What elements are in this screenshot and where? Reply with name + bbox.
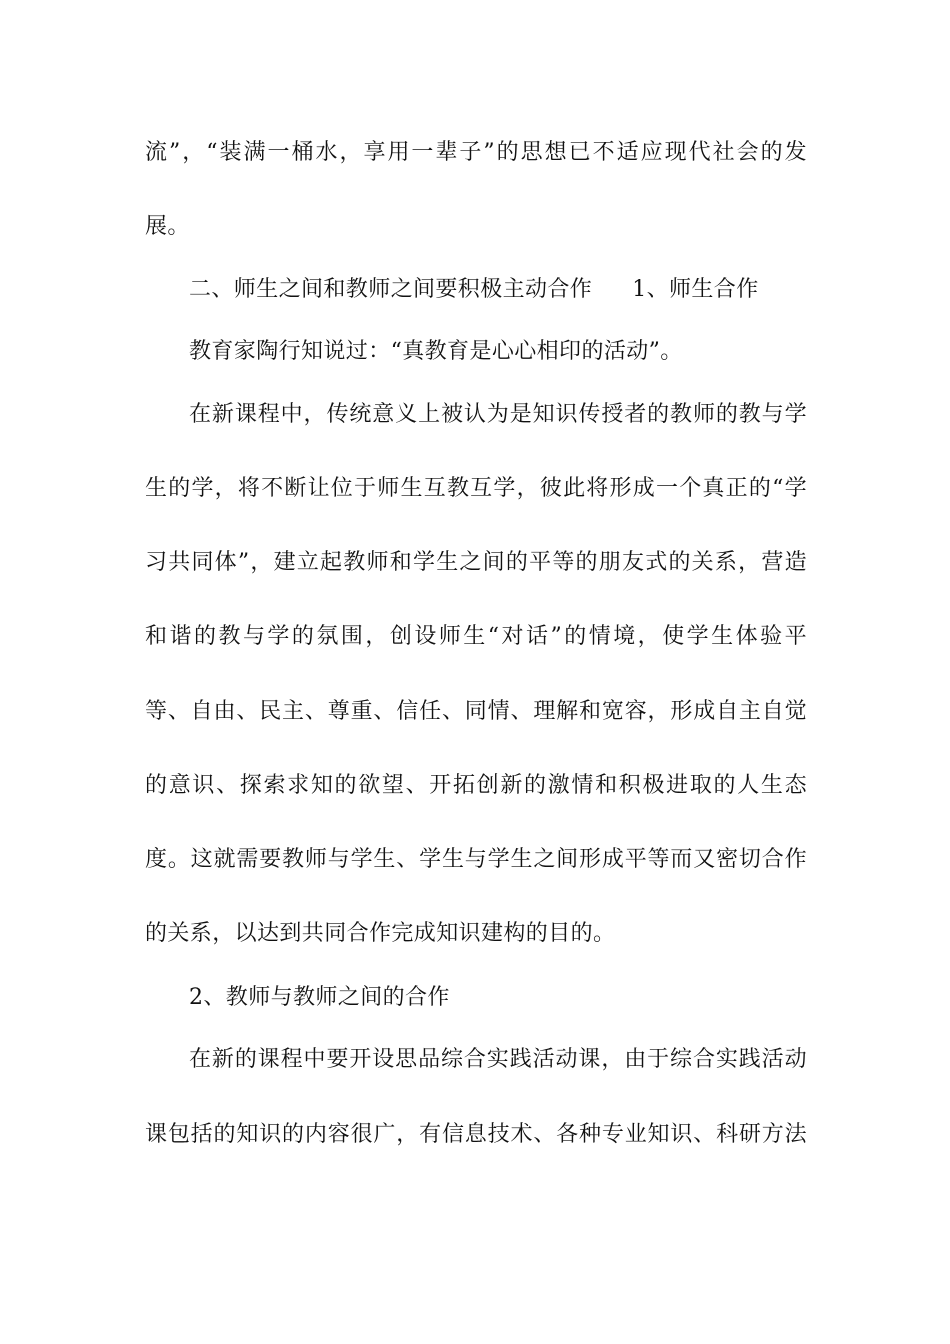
subsection-heading: 1、师生合作 (632, 277, 759, 302)
paragraph-line: 生的学，将不断让位于师生互教互学，彼此将形成一个真正的“学 (145, 476, 807, 501)
paragraph-line: 习共同体”，建立起教师和学生之间的平等的朋友式的关系，营造 (145, 550, 807, 575)
paragraph-line: 的意识、探索求知的欲望、开拓创新的激情和积极进取的人生态 (145, 773, 807, 798)
paragraph-line: 课包括的知识的内容很广，有信息技术、各种专业知识、科研方法 (145, 1122, 807, 1147)
subsection-heading: 2、教师与教师之间的合作 (189, 985, 450, 1010)
paragraph-line: 展。 (145, 214, 190, 239)
paragraph-line: 在新的课程中要开设思品综合实践活动课，由于综合实践活动 (189, 1047, 807, 1072)
paragraph-line: 和谐的教与学的氛围，创设师生“对话”的情境，使学生体验平 (145, 624, 807, 649)
paragraph-line: 度。这就需要教师与学生、学生与学生之间形成平等而又密切合作 (145, 847, 807, 872)
paragraph-line: 等、自由、民主、尊重、信任、同情、理解和宽容，形成自主自觉 (145, 699, 807, 724)
paragraph-line: 的关系，以达到共同合作完成知识建构的目的。 (145, 921, 616, 946)
section-heading-line (189, 275, 807, 305)
paragraph-line: 教育家陶行知说过：“真教育是心心相印的活动”。 (189, 339, 683, 364)
paragraph-line: 流”，“装满一桶水，享用一辈子”的思想已不适应现代社会的发 (145, 140, 807, 165)
paragraph-line: 在新课程中，传统意义上被认为是知识传授者的教师的教与学 (189, 402, 807, 427)
section-heading: 二、师生之间和教师之间要积极主动合作 (189, 277, 593, 302)
